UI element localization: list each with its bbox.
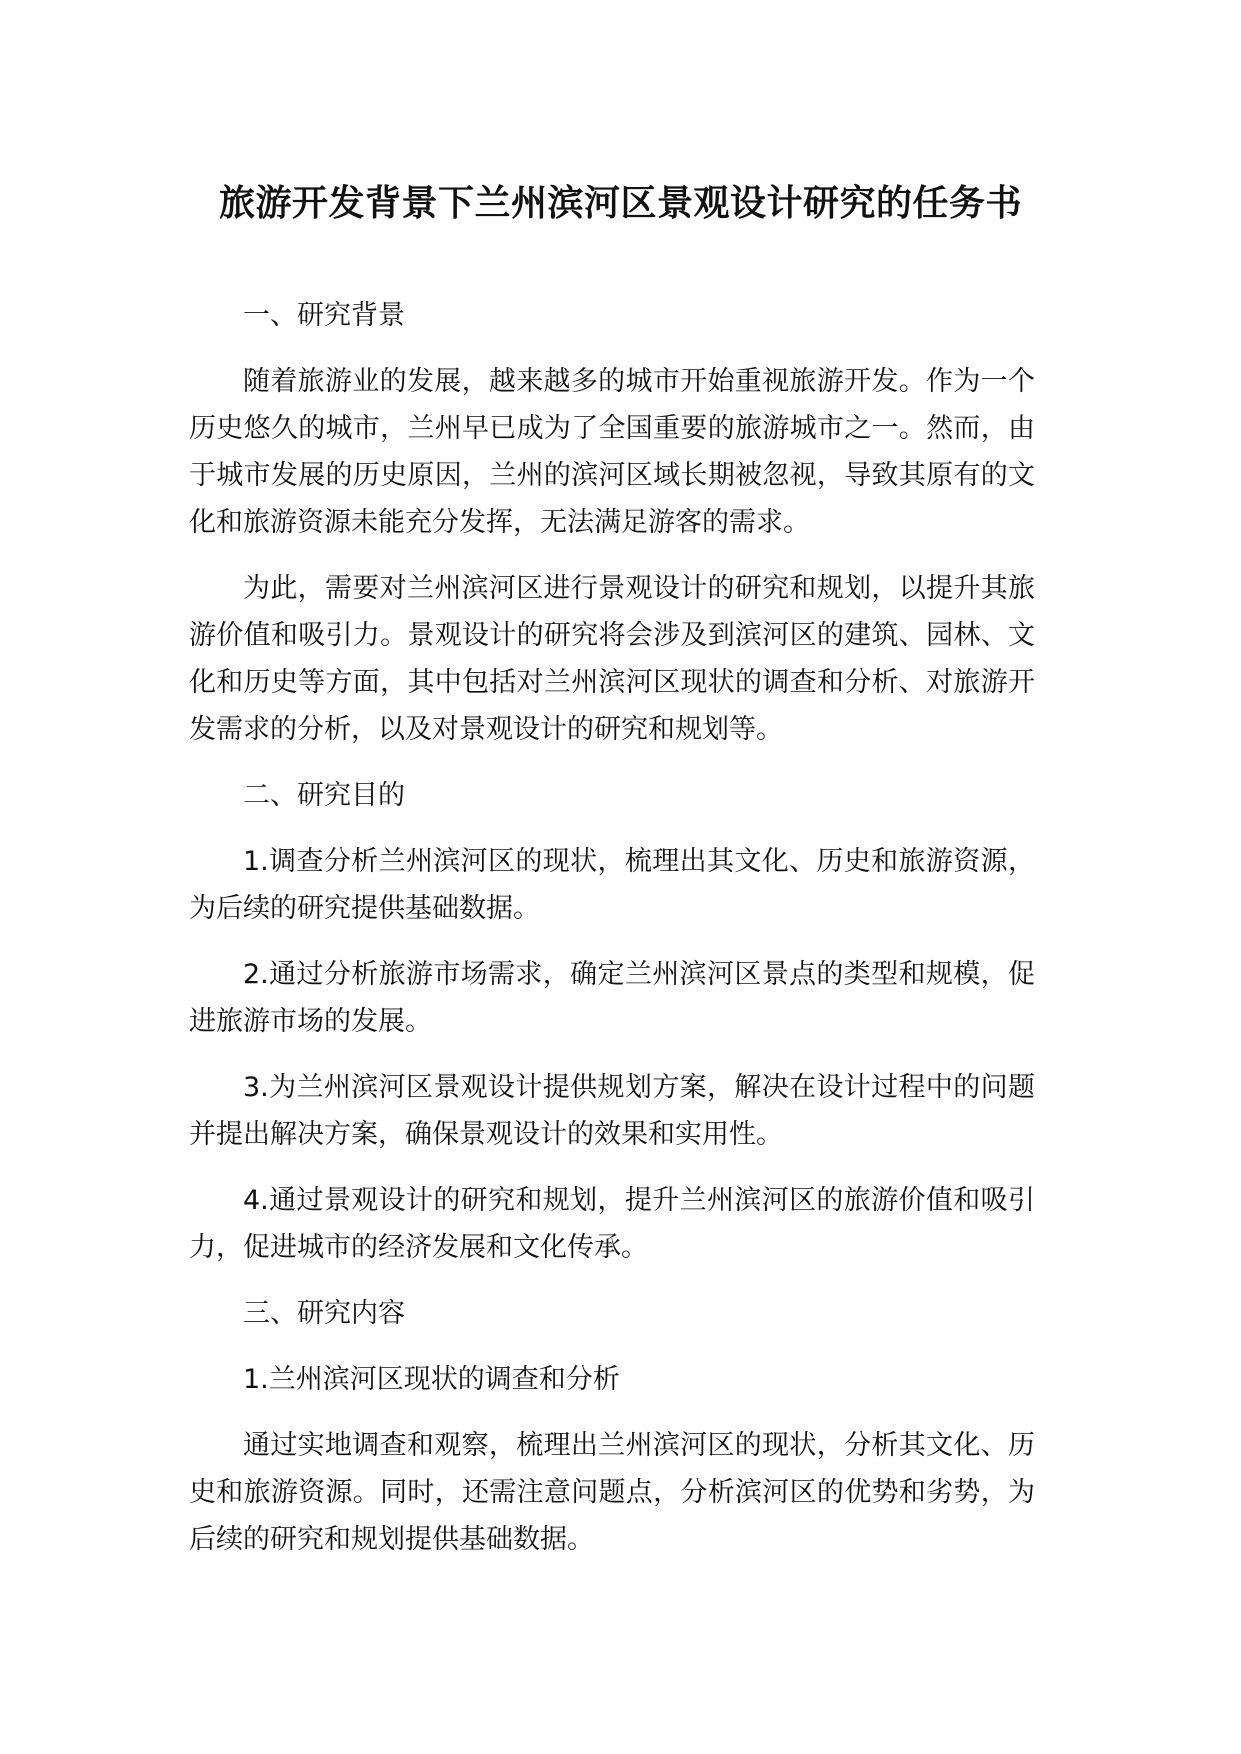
body-paragraph: 为此，需要对兰州滨河区进行景观设计的研究和规划，以提升其旅游价值和吸引力。景观设计的研究将会涉及到滨河区的建筑、园林、文化和历史等方面，其中包括对兰州滨河区现状的调查和分析、对旅游开发需求的分析，以及对景观设计的研究和规划等。 bbox=[189, 573, 1035, 745]
body-paragraph: 通过实地调查和观察，梳理出兰州滨河区的现状，分析其文化、历史和旅游资源。同时，还需注意问题点，分析滨河区的优势和劣势，为后续的研究和规划提供基础数据。 bbox=[189, 1430, 1035, 1555]
subsection-heading: 1.兰州滨河区现状的调查和分析 bbox=[243, 1364, 620, 1395]
section-heading-content: 三、研究内容 bbox=[243, 1298, 405, 1329]
list-item: 3.为兰州滨河区景观设计提供规划方案，解决在设计过程中的问题并提出解决方案，确保景观设计的效果和实用性。 bbox=[189, 1072, 1035, 1150]
list-item: 2.通过分析旅游市场需求，确定兰州滨河区景点的类型和规模，促进旅游市场的发展。 bbox=[189, 959, 1035, 1037]
list-item: 1.调查分析兰州滨河区的现状，梳理出其文化、历史和旅游资源，为后续的研究提供基础数据。 bbox=[189, 846, 1035, 924]
section-heading-background: 一、研究背景 bbox=[243, 300, 405, 331]
body-paragraph: 随着旅游业的发展，越来越多的城市开始重视旅游开发。作为一个历史悠久的城市，兰州早已成为了全国重要的旅游城市之一。然而，由于城市发展的历史原因，兰州的滨河区域长期被忽视，导致其原有的文化和旅游资源未能充分发挥，无法满足游客的需求。 bbox=[189, 366, 1035, 538]
list-item: 4.通过景观设计的研究和规划，提升兰州滨河区的旅游价值和吸引力，促进城市的经济发展和文化传承。 bbox=[189, 1185, 1035, 1263]
section-heading-purpose: 二、研究目的 bbox=[243, 780, 405, 811]
document-title: 旅游开发背景下兰州滨河区景观设计研究的任务书 bbox=[218, 183, 1022, 224]
document-body bbox=[189, 292, 1035, 1582]
